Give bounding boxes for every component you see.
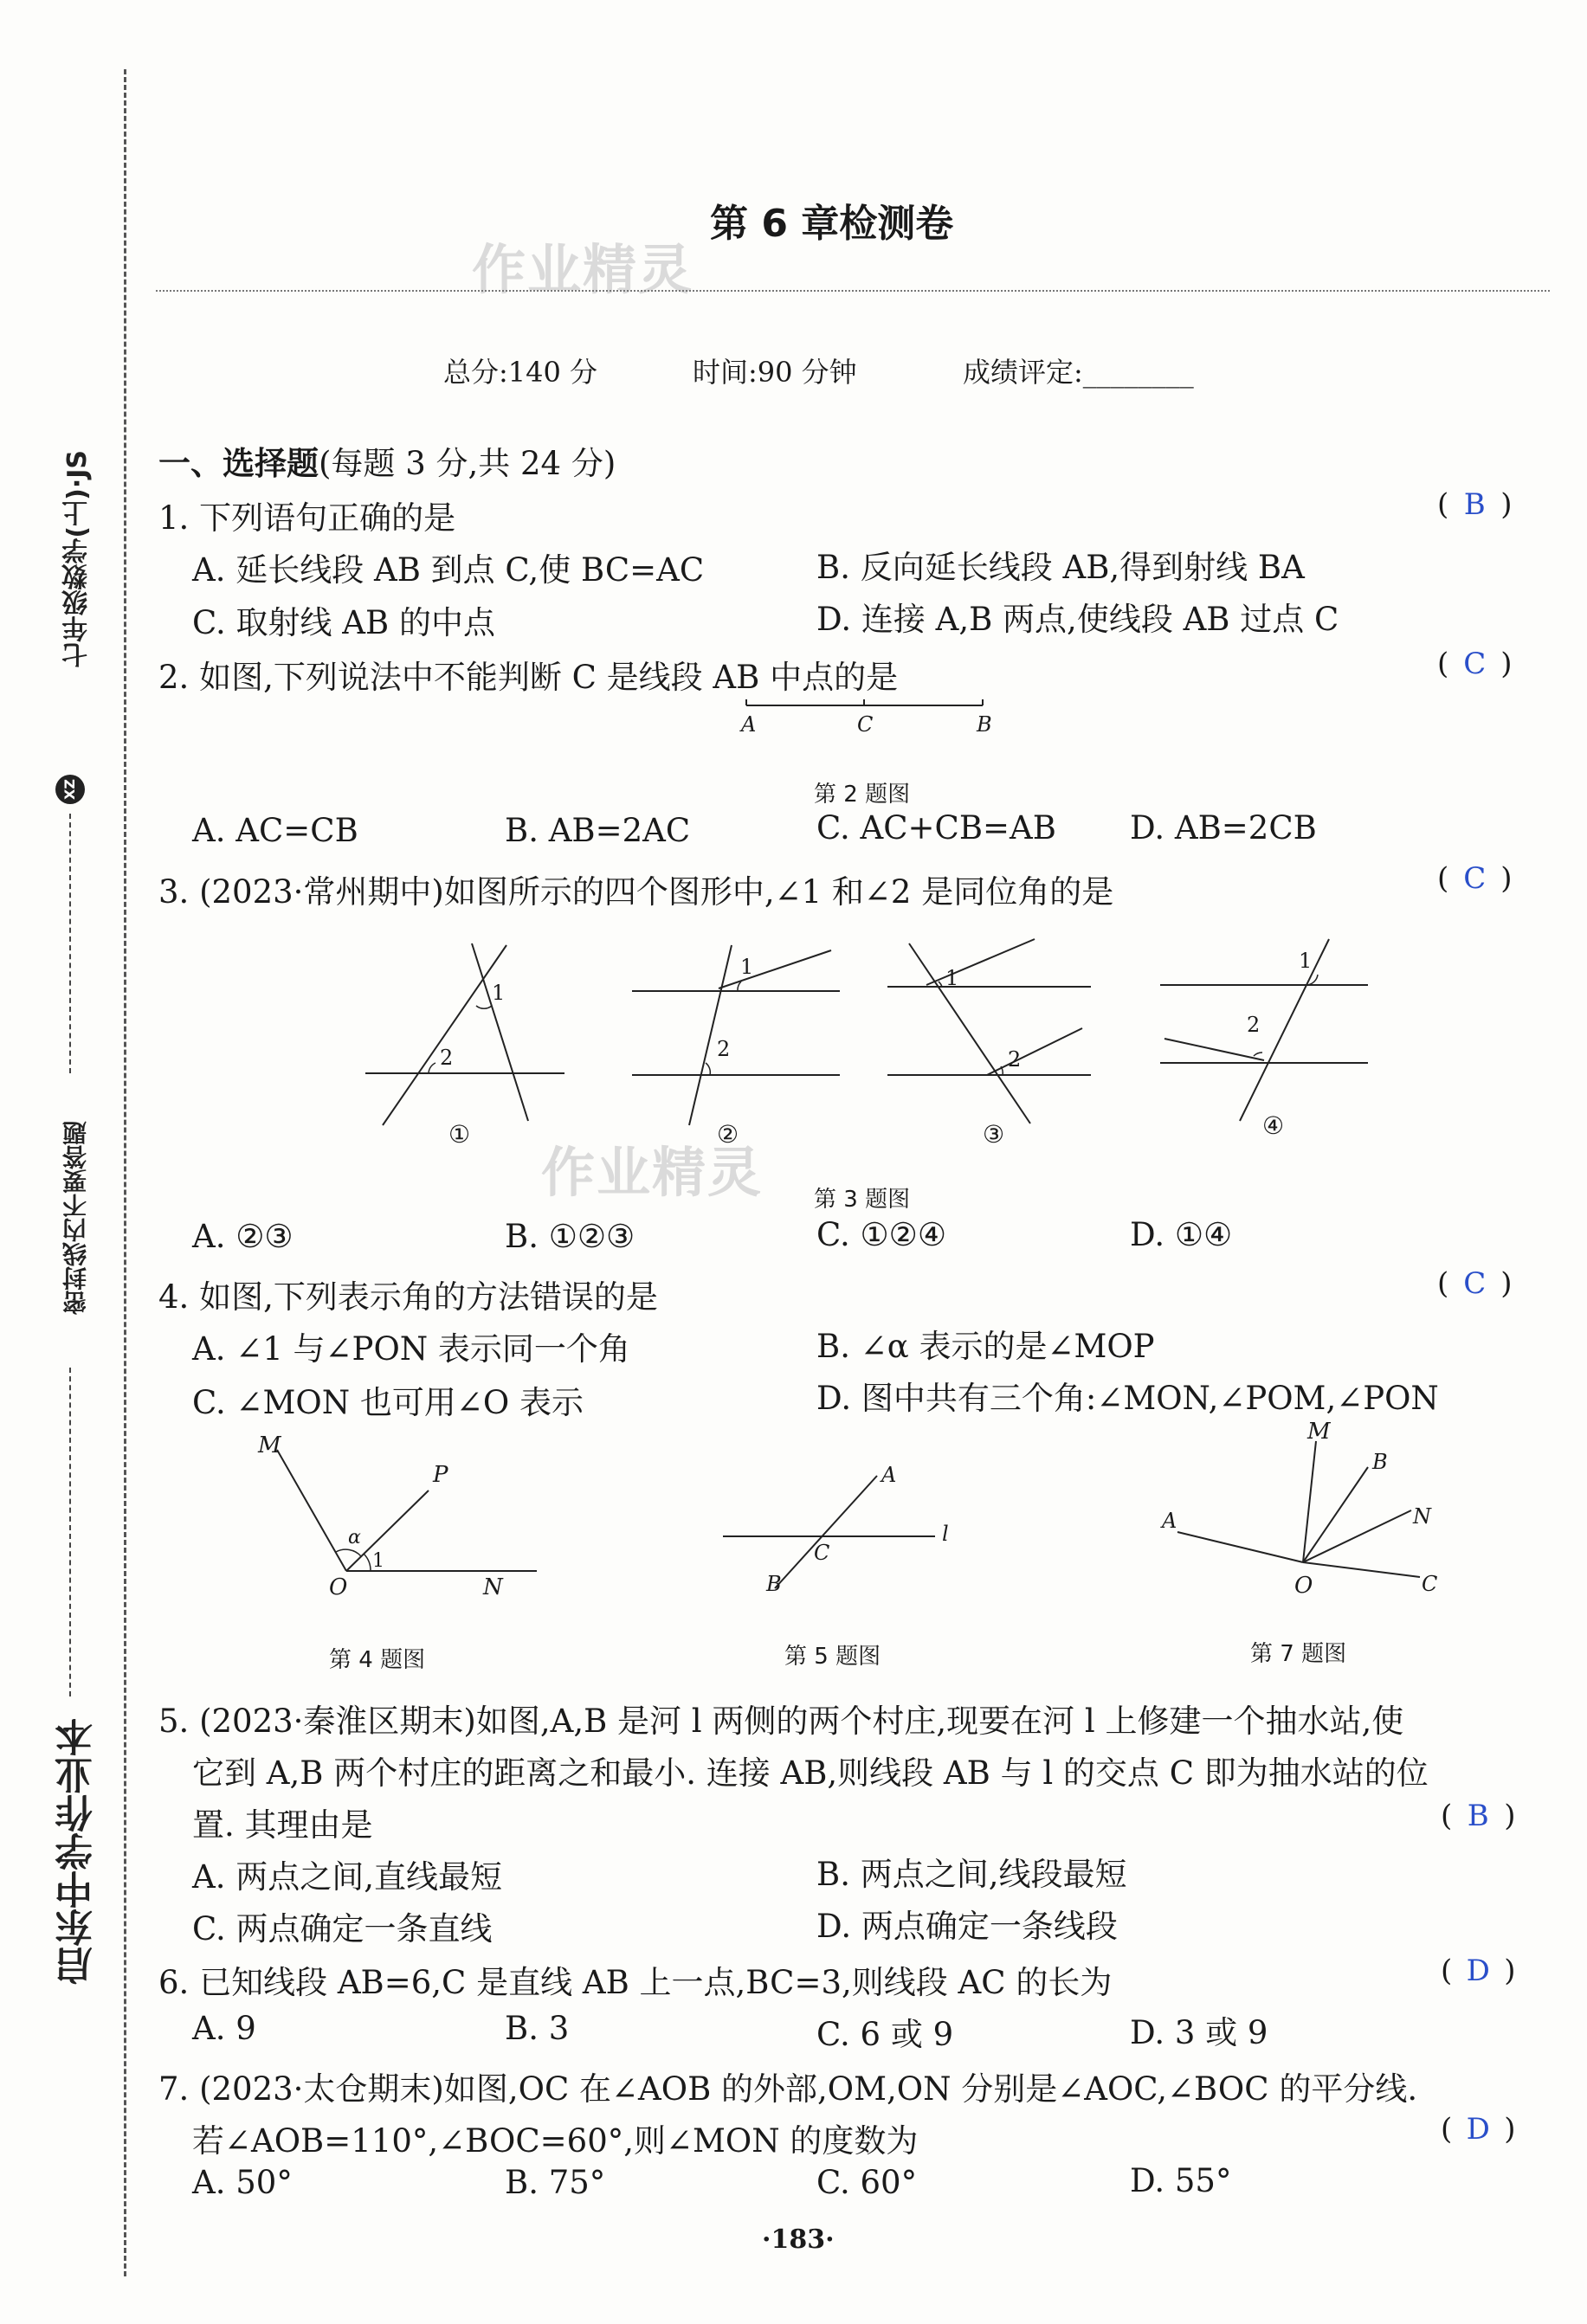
fig3-diagonal [909, 943, 1030, 1123]
q4-option-a: A. ∠1 与∠PON 表示同一个角 [192, 1330, 630, 1368]
label-o: O [1294, 1573, 1313, 1599]
q5-answer-letter: B [1467, 1799, 1489, 1833]
fig4-label-2: 2 [1247, 1013, 1261, 1037]
ray-oc [1303, 1562, 1420, 1577]
section-heading [158, 437, 616, 484]
section-title: 一、选择题 [158, 445, 319, 482]
label-n: N [1413, 1504, 1431, 1529]
fig2-arc-2 [706, 1063, 710, 1075]
label-l: l [942, 1522, 949, 1546]
q1-option-a: A. 延长线段 AB 到点 C,使 BC=AC [192, 551, 705, 589]
fig3-upper-ray [926, 939, 1035, 985]
sidebar-book-title: 启东中学作业本 [55, 1718, 100, 1985]
q2-figure-caption: 第 2 题图 [814, 782, 911, 808]
q1-option-b: B. 反向延长线段 AB,得到射线 BA [816, 549, 1305, 586]
q2-option-c: C. AC+CB=AB [816, 809, 1056, 847]
fig3-label-1: 1 [945, 966, 959, 990]
fig4-number: ④ [1262, 1111, 1285, 1140]
q3-answer: ( C ) [1437, 861, 1513, 896]
fig2-transversal-1 [689, 945, 732, 1125]
grade-evaluation: 成绩评定:________ [963, 356, 1194, 389]
q3-option-b: B. ①②③ [505, 1218, 635, 1255]
sidebar-line-2 [69, 1368, 71, 1696]
q7-option-d: D. 55° [1130, 2162, 1232, 2199]
fig2-label-1: 1 [740, 955, 754, 979]
ray-om [1303, 1441, 1316, 1562]
q3-option-d: D. ①④ [1130, 1216, 1233, 1253]
ray-oa [1177, 1532, 1303, 1562]
fig3-label-2: 2 [1008, 1047, 1022, 1072]
q6-option-d: D. 3 或 9 [1130, 2014, 1268, 2051]
q3-option-a: A. ②③ [192, 1218, 294, 1255]
label-c: C [1422, 1572, 1438, 1596]
q7-stem-line-2: 若∠AOB=110°,∠BOC=60°,则∠MON 的度数为 [192, 2122, 919, 2160]
page-title: 第 6 章检测卷 [710, 202, 954, 246]
q2-stem: 2. 如图,下列说法中不能判断 C 是线段 AB 中点的是 [158, 659, 899, 696]
q5-option-a: A. 两点之间,直线最短 [192, 1858, 503, 1896]
q4-answer-letter: C [1463, 1266, 1487, 1301]
q1-option-d: D. 连接 A,B 两点,使线段 AB 过点 C [816, 601, 1339, 638]
q2-option-a: A. AC=CB [192, 812, 358, 849]
q3-stem: 3. (2023·常州期中)如图所示的四个图形中,∠1 和∠2 是同位角的是 [158, 873, 1114, 911]
fig1-arc-1 [476, 1006, 492, 1008]
segment-ab [775, 1476, 877, 1588]
binding-dashed-line [124, 69, 126, 2276]
q7-answer: ( D ) [1441, 2112, 1516, 2147]
q6-option-a: A. 9 [192, 2010, 256, 2047]
header-divider [156, 290, 1550, 292]
ray-on [1303, 1510, 1411, 1562]
fig4-caption: 第 4 题图 [329, 1647, 426, 1673]
q5-stem-line-2: 它到 A,B 两个村庄的距离之和最小. 连接 AB,则线段 AB 与 l 的交点 C 即为抽水站的位 [192, 1754, 1429, 1792]
q3-fig-3 [887, 939, 1091, 1149]
fig7 [1152, 1420, 1446, 1601]
fig4 [251, 1428, 537, 1601]
q2-figure [727, 692, 1004, 744]
fig4-label-1: 1 [1299, 949, 1313, 973]
fig5-caption: 第 5 题图 [784, 1644, 881, 1670]
q6-answer: ( D ) [1441, 1954, 1516, 1988]
sidebar-line-1 [69, 814, 71, 1073]
label-b: B [1372, 1450, 1388, 1474]
q1-option-c: C. 取射线 AB 的中点 [192, 604, 495, 641]
arc-alpha [336, 1549, 361, 1556]
q6-answer-letter: D [1466, 1954, 1490, 1988]
q1-stem: 1. 下列语句正确的是 [158, 499, 456, 537]
q5-stem-line-3: 置. 其理由是 [192, 1806, 373, 1844]
q5-option-b: B. 两点之间,线段最短 [816, 1856, 1127, 1893]
q4-option-c: C. ∠MON 也可用∠O 表示 [192, 1384, 584, 1421]
label-p: P [433, 1462, 448, 1488]
page-number: ·183· [762, 2224, 835, 2255]
total-score: 总分:140 分 [443, 356, 598, 389]
label-alpha: α [348, 1527, 361, 1548]
label-a: A [881, 1463, 897, 1487]
sidebar-grade-label: 七年级数学(上)·JS [62, 450, 93, 668]
q5-option-d: D. 两点确定一条线段 [816, 1908, 1118, 1945]
fig4-ray [1164, 1039, 1264, 1060]
q4-option-d: D. 图中共有三个角:∠MON,∠POM,∠PON [816, 1380, 1439, 1417]
fig1-label-2: 2 [440, 1046, 454, 1070]
q7-option-b: B. 75° [505, 2164, 606, 2201]
q3-figure-caption: 第 3 题图 [814, 1187, 911, 1213]
q7-stem-line-1: 7. (2023·太仓期末)如图,OC 在∠AOB 的外部,OM,ON 分别是∠AOC,∠BOC 的平分线. [158, 2070, 1418, 2108]
q7-option-c: C. 60° [816, 2164, 918, 2201]
section-note: (每题 3 分,共 24 分) [319, 445, 616, 482]
q4-answer: ( C ) [1437, 1266, 1513, 1301]
label-m: M [258, 1432, 281, 1458]
label-c: C [814, 1541, 830, 1565]
seal-line-note: 密封线内不要答题 [61, 1121, 90, 1315]
fig1-right-line [472, 943, 528, 1121]
sidebar-badge [55, 775, 85, 804]
label-b: B [766, 1572, 782, 1596]
q5-option-c: C. 两点确定一条直线 [192, 1910, 493, 1947]
q5-stem-line-1: 5. (2023·秦淮区期末)如图,A,B 是河 l 两侧的两个村庄,现要在河 l 上修建一个抽水站,使 [158, 1703, 1404, 1740]
q2-answer: ( C ) [1437, 647, 1513, 681]
q1-answer-letter: B [1463, 487, 1486, 522]
exam-time: 时间:90 分钟 [693, 356, 857, 389]
label-c: C [857, 712, 874, 737]
fig1-arc-2 [429, 1063, 435, 1073]
q3-option-c: C. ①②④ [816, 1216, 947, 1253]
fig1-label-1: 1 [492, 981, 506, 1005]
q3-fig-1 [365, 943, 564, 1149]
q7-option-a: A. 50° [192, 2164, 293, 2201]
label-1: 1 [372, 1550, 384, 1572]
fig2-label-2: 2 [717, 1037, 731, 1061]
q6-option-b: B. 3 [505, 2010, 570, 2047]
fig2-transversal-2 [719, 950, 831, 988]
q5-answer: ( B ) [1441, 1799, 1516, 1833]
ray-om [277, 1450, 346, 1571]
q3-answer-letter: C [1463, 861, 1487, 896]
fig1-left-line [383, 945, 506, 1125]
q3-figures [346, 926, 1385, 1151]
watermark-middle: 作业精灵 [541, 1141, 764, 1204]
q6-stem: 6. 已知线段 AB=6,C 是直线 AB 上一点,BC=3,则线段 AC 的长为 [158, 1964, 1113, 2001]
badge-text: XZ [61, 779, 78, 800]
fig5 [719, 1463, 978, 1601]
q4-stem: 4. 如图,下列表示角的方法错误的是 [158, 1278, 658, 1316]
label-b: B [977, 712, 992, 737]
label-m: M [1307, 1419, 1331, 1445]
q6-option-c: C. 6 或 9 [816, 2016, 954, 2053]
q2-option-d: D. AB=2CB [1130, 809, 1317, 847]
fig4-arc-2 [1254, 1053, 1262, 1056]
q1-answer: ( B ) [1437, 487, 1513, 522]
label-o: O [329, 1574, 348, 1600]
label-a: A [1162, 1509, 1177, 1533]
q3-fig-4 [1160, 939, 1368, 1140]
arc-1 [364, 1554, 371, 1571]
q4-option-b: B. ∠α 表示的是∠MOP [816, 1328, 1155, 1365]
fig3-number: ③ [983, 1120, 1005, 1149]
q2-answer-letter: C [1463, 647, 1487, 681]
fig7-caption: 第 7 题图 [1250, 1641, 1347, 1667]
label-n: N [483, 1574, 503, 1600]
fig2-number: ② [717, 1120, 739, 1149]
q3-fig-2 [632, 945, 840, 1149]
ray-ob [1303, 1467, 1368, 1562]
label-a: A [741, 712, 757, 737]
q7-answer-letter: D [1466, 2112, 1490, 2147]
fig2-arc-1 [738, 982, 741, 991]
fig1-number: ① [448, 1120, 471, 1149]
q2-option-b: B. AB=2AC [505, 812, 691, 849]
watermark-top: 作业精灵 [472, 238, 694, 301]
